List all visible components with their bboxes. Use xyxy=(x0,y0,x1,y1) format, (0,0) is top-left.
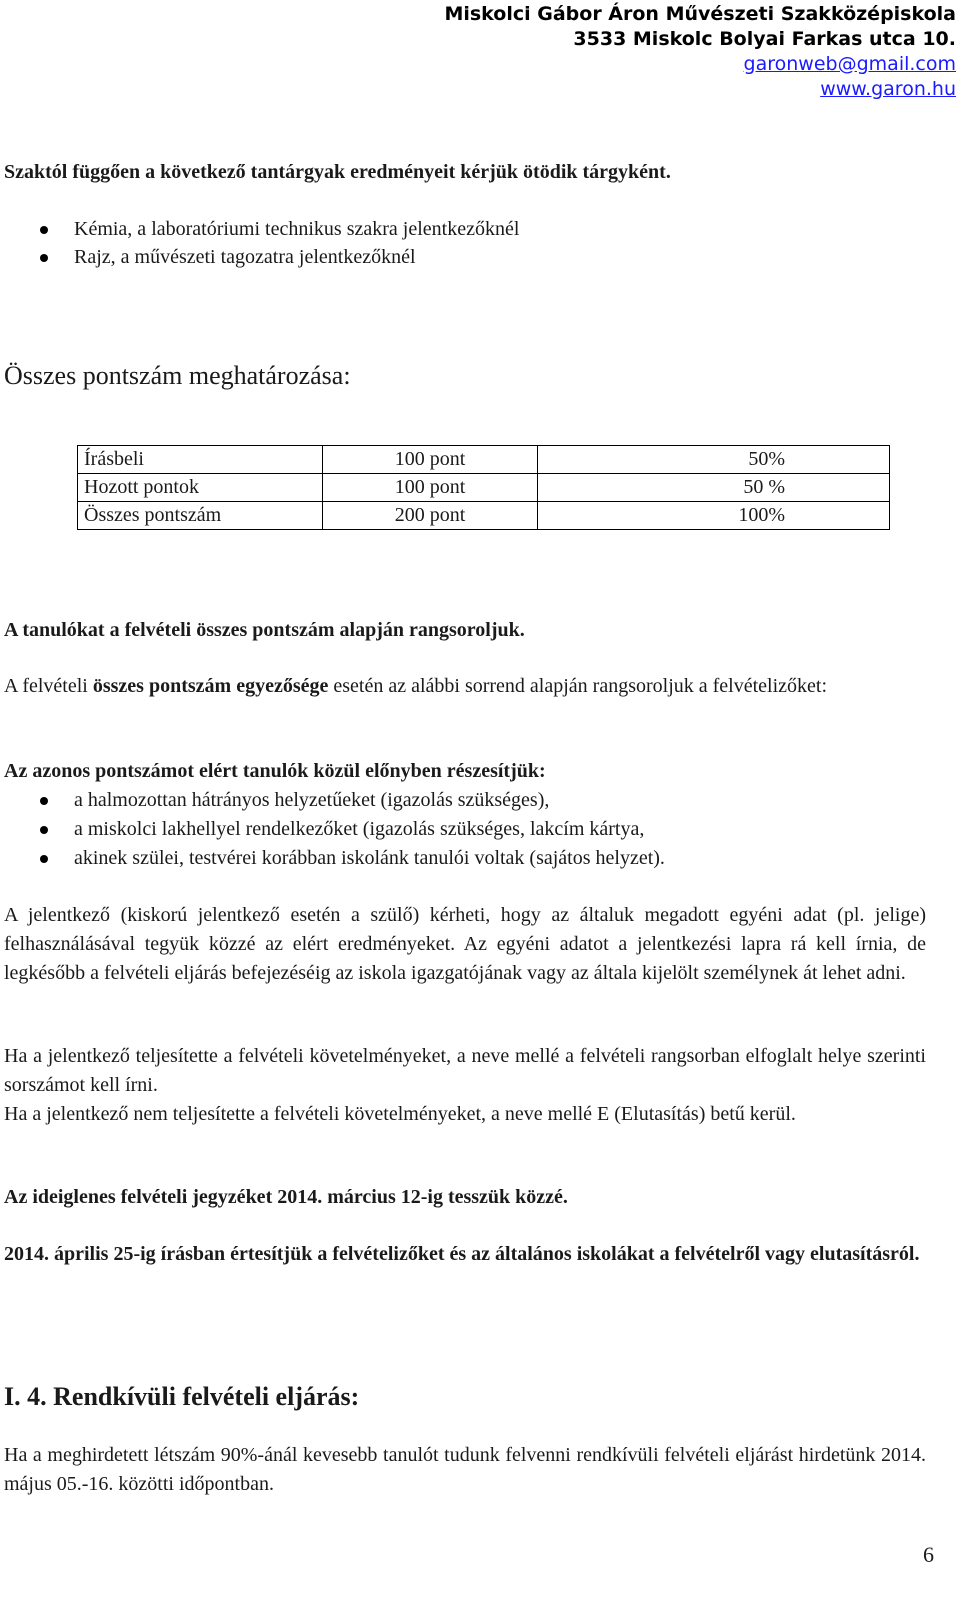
bullet-icon xyxy=(40,254,48,262)
extraordinary-procedure-paragraph: Ha a meghirdetett létszám 90%-ánál kevesebb tanulót tudunk felvenni rendkívüli felvételi eljárást hirdetünk 2014. május 05.-16. közötti időpontban. xyxy=(4,1444,926,1495)
total-heading: Összes pontszám meghatározása: xyxy=(4,361,351,390)
page-number: 6 xyxy=(923,1542,934,1567)
document-page: Miskolci Gábor Áron Művészeti Szakközépiskola 3533 Miskolc Bolyai Farkas utca 10. garonweb@gmail.com www.garon.hu Szaktól függően a következő tantárgyak eredményeit kérjük ötödik tárgyként. Kémia, a laboratóriumi technikus szakra jelentkezőknél Rajz, a művészeti tagozatra jelentkezőknél Összes pontszám meghatározása: Írásbeli 100 pont 50% Hozott pontok 100 pont 50 % Összes pontszám 200 pont 100% A tanulókat a felvételi összes pontszám alapján rangsoroljuk. A felvételi összes pontszám egyezősége esetén az alábbi sorrend alapján rangsoroljuk a felvételizőket: Az azonos pontszámot elért tanulók közül előnyben részesítjük: a halmozottan hátrányos helyzetűeket (igazolás szükséges), a miskolci lakhellyel rendelkezőket (igazolás szükséges, lakcím kártya, akinek szülei, testvérei korábban iskolánk tanulói voltak (sajátos helyzet). A jelentkező (kiskorú jelentkező esetén a szülő) kérheti, hogy az általuk megadott egyéni adat (pl. jelige) felhasználásával tegyük közzé az elért eredményeket. Az egyéni adatot a jelentkezési lapra rá kell írnia, de legkésőbb a felvételi eljárás befejezéséig az iskola igazgatójának vagy az általa kijelölt személynek át lehet adni. Ha a jelentkező teljesítette a felvételi követelményeket, a neve mellé a felvételi rangsorban elfoglalt helye szerinti sorszámot kell írni. Ha a jelentkező nem teljesítette a felvételi követelményeket, a neve mellé E (Elutasítás) betű kerül. Az ideiglenes felvételi jegyzéket 2014. március 12-ig tesszük közzé. 2014. április 25-ig írásban értesítjük a felvételizőket és az általános iskolákat a felvételről vagy elutasításról. I. 4. Rendkívüli felvételi eljárás: Ha a meghirdetett létszám 90%-ánál kevesebb tanulót tudunk felvenni rendkívüli felvételi eljárást hirdetünk 2014. május 05.-16. közötti időpontban. 6 xyxy=(4,3,956,1567)
letterhead xyxy=(444,2,956,102)
table-row: Összes pontszám 200 pont 100% xyxy=(78,502,890,530)
ranking-statement: A tanulókat a felvételi összes pontszám alapján rangsoroljuk. xyxy=(4,619,525,641)
fifth-subject-intro: Szaktól függően a következő tantárgyak eredményeit kérjük ötödik tárgyként. xyxy=(4,161,671,183)
priority-heading: Az azonos pontszámot elért tanulók közül előnyben részesítjük: xyxy=(4,760,546,782)
requirements-met-paragraph: Ha a jelentkező teljesítette a felvételi követelményeket, a neve mellé a felvételi rangsorban elfoglalt helye szerinti sorszámot kell írni. xyxy=(4,1045,926,1096)
school-address: 3533 Miskolc Bolyai Farkas utca 10. xyxy=(573,28,956,50)
requirements-not-met-paragraph: Ha a jelentkező nem teljesítette a felvételi követelményeket, a neve mellé E (Elutasítás) betű kerül. xyxy=(4,1103,796,1125)
school-name: Miskolci Gábor Áron Művészeti Szakközépiskola xyxy=(444,3,956,25)
bullet-icon xyxy=(40,797,48,805)
bullet-icon xyxy=(40,226,48,234)
nickname-paragraph: A jelentkező (kiskorú jelentkező esetén a szülő) kérheti, hogy az általuk megadott egyéni adat (pl. jelige) felhasználásával tegyük közzé az elért eredményeket. Az egyéni adatot a jelentkezési lapra rá kell írnia, de legkésőbb a felvételi eljárás befejezéséig az iskola igazgatójának vagy az általa kijelölt személynek át lehet adni. xyxy=(4,904,926,984)
bullet-icon xyxy=(40,826,48,834)
email-link[interactable]: garonweb@gmail.com xyxy=(743,53,956,75)
notification-paragraph: 2014. április 25-ig írásban értesítjük a felvételizőket és az általános iskolákat a felvételről vagy elutasításról. xyxy=(4,1243,920,1265)
section-heading: I. 4. Rendkívüli felvételi eljárás: xyxy=(4,1382,360,1411)
website-link[interactable]: www.garon.hu xyxy=(820,78,956,100)
points-table xyxy=(77,445,890,530)
bullet-icon xyxy=(40,855,48,863)
table-row: Hozott pontok 100 pont 50 % xyxy=(78,474,890,502)
tie-paragraph: A felvételi összes pontszám egyezősége esetén az alábbi sorrend alapján rangsoroljuk a felvételizőket: xyxy=(4,675,828,697)
provisional-list-notice: Az ideiglenes felvételi jegyzéket 2014. március 12-ig tesszük közzé. xyxy=(4,1186,568,1208)
table-row: Írásbeli 100 pont 50% xyxy=(78,446,890,474)
